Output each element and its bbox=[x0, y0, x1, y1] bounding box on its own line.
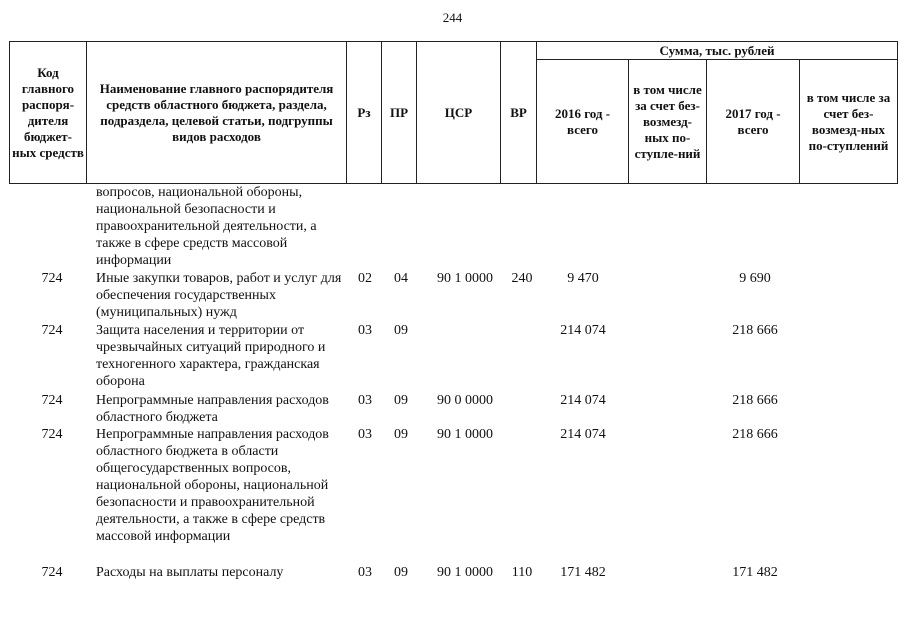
page-number: 244 bbox=[442, 10, 463, 25]
row-pr: 09 bbox=[394, 427, 408, 442]
row-code: 724 bbox=[41, 271, 63, 286]
row-sum-2016: 171 482 bbox=[560, 565, 606, 580]
row-sum-2017: 218 666 bbox=[732, 427, 778, 442]
row-sum-2017: 171 482 bbox=[732, 565, 778, 580]
header-2017-free: в том числе за счет без-возмезд-ных по-ступлений bbox=[800, 60, 898, 184]
row-name: Защита населения и территории от чрезвычайных ситуаций природного и техногенного характера, гражданская оборона bbox=[96, 323, 326, 389]
row-sum-2016: 214 074 bbox=[560, 427, 606, 442]
row-sum-2016: 214 074 bbox=[560, 393, 606, 408]
row-code: 724 bbox=[41, 323, 63, 338]
row-name: Иные закупки товаров, работ и услуг для обеспечения государственных (муниципальных) нужд bbox=[96, 271, 342, 320]
row-rz: 03 bbox=[358, 565, 372, 580]
row-code: 724 bbox=[41, 393, 63, 408]
row-vr: 110 bbox=[511, 565, 533, 580]
table-header bbox=[9, 41, 898, 184]
row-name: Непрограммные направления расходов областного бюджета bbox=[96, 393, 329, 425]
row-rz: 02 bbox=[358, 271, 372, 286]
row-csr: 90 1 0000 bbox=[437, 565, 493, 580]
header-csr: ЦСР bbox=[417, 42, 501, 184]
row-pr: 09 bbox=[394, 565, 408, 580]
row-rz: 03 bbox=[358, 393, 372, 408]
row-name: Непрограммные направления расходов областного бюджета в области общегосударственных вопросов, национальной обороны, национальной безопасности и правоохранительной деятельности, а также в сфере средств массовой информации bbox=[96, 427, 329, 544]
continuation-text: вопросов, национальной обороны, национальной безопасности и правоохранительной деятельности, а также в сфере средств массовой информации bbox=[96, 185, 317, 268]
row-rz: 03 bbox=[358, 323, 372, 338]
header-vr: ВР bbox=[501, 42, 537, 184]
row-sum-2017: 218 666 bbox=[732, 323, 778, 338]
header-2016-total: 2016 год - всего bbox=[537, 60, 629, 184]
header-2017-total: 2017 год - всего bbox=[707, 60, 800, 184]
row-code: 724 bbox=[41, 427, 63, 442]
row-vr: 240 bbox=[511, 271, 533, 286]
row-sum-2016: 214 074 bbox=[560, 323, 606, 338]
row-code: 724 bbox=[41, 565, 63, 580]
header-2016-free: в том числе за счет без-возмезд-ных по-ступле-ний bbox=[629, 60, 707, 184]
header-pr: ПР bbox=[382, 42, 417, 184]
row-sum-2017: 218 666 bbox=[732, 393, 778, 408]
header-sum: Сумма, тыс. рублей bbox=[537, 42, 898, 60]
row-csr: 90 0 0000 bbox=[437, 393, 493, 408]
row-sum-2017: 9 690 bbox=[739, 271, 771, 286]
row-sum-2016: 9 470 bbox=[567, 271, 599, 286]
row-pr: 09 bbox=[394, 393, 408, 408]
header-rz: Рз bbox=[347, 42, 382, 184]
header-code: Код главного распоря-дителя бюджет-ных средств bbox=[10, 42, 87, 184]
header-name: Наименование главного распорядителя средств областного бюджета, раздела, подраздела, целевой статьи, подгруппы видов расходов bbox=[87, 42, 347, 184]
row-csr: 90 1 0000 bbox=[437, 271, 493, 286]
row-csr: 90 1 0000 bbox=[437, 427, 493, 442]
row-pr: 04 bbox=[394, 271, 408, 286]
row-pr: 09 bbox=[394, 323, 408, 338]
row-rz: 03 bbox=[358, 427, 372, 442]
row-name: Расходы на выплаты персоналу bbox=[96, 565, 284, 580]
